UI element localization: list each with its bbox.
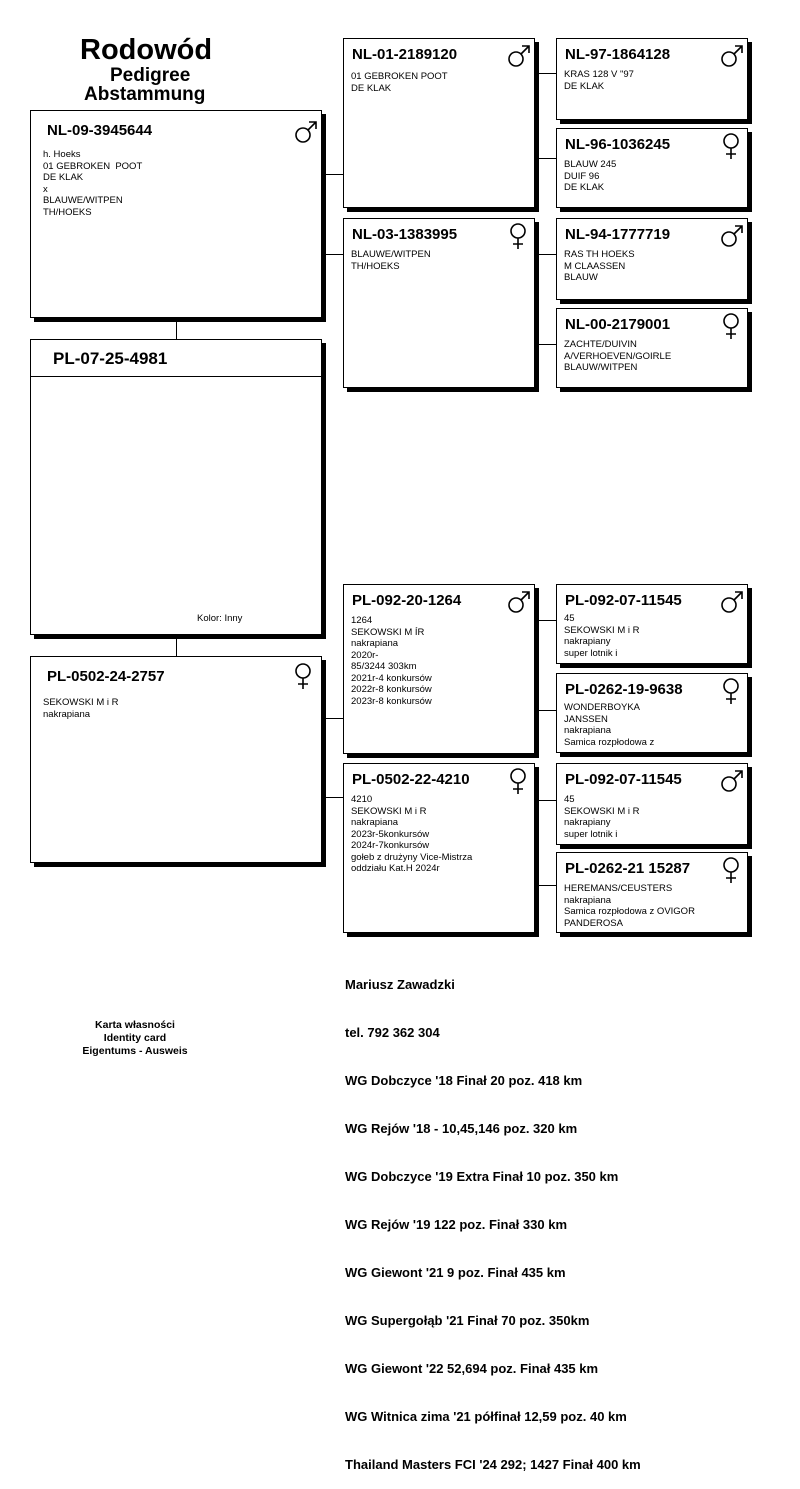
sire-dam-card [343,218,535,388]
connector [535,344,556,345]
male-symbol-icon [506,43,532,69]
great-grandparent-card [556,308,748,388]
connector [535,800,556,801]
great-grandparent-card [556,128,748,208]
divider [31,376,321,377]
connector [535,620,556,621]
sire-ring-number: NL-09-3945644 [47,122,153,139]
connector [176,635,177,657]
sire-sire-card [343,38,535,208]
sire-dam-ring-number: NL-03-1383995 [352,226,458,243]
great-grandparent-card [556,218,748,300]
connector [535,158,556,159]
pedigree-subtitle-en: Pedigree [110,65,191,86]
sire-sire-details: 01 GEBROKEN POOT DE KLAK [351,71,448,94]
female-symbol-icon [293,661,313,691]
ggp-details: BLAUW 245 DUIF 96 DE KLAK [564,159,617,193]
owner-name: Mariusz Zawadzki [345,977,455,992]
ggp-ring-number: PL-092-07-11545 [565,592,682,609]
ggp-ring-number: PL-0262-21 15287 [565,860,691,877]
sire-dam-details: BLAUWE/WITPEN TH/HOEKS [351,249,431,272]
connector [535,710,556,711]
sire-details: h. Hoeks 01 GEBROKEN POOT DE KLAK x BLAUWE/WITPEN TH/HOEKS [43,149,143,218]
ggp-details: KRAS 128 V "97 DE KLAK [564,69,634,92]
ggp-details: RAS TH HOEKS M CLAASSEN BLAUW [564,249,635,283]
achievement-line: WG Rejów '18 - 10,45,146 poz. 320 km [345,1121,578,1136]
dam-dam-ring-number: PL-0502-22-4210 [352,771,470,788]
female-symbol-icon [721,311,741,341]
female-symbol-icon [721,131,741,161]
main-bird-card [30,339,322,635]
ggp-ring-number: NL-97-1864128 [565,46,671,63]
achievement-line: WG Supergołąb '21 Finał 70 poz. 350km [345,1313,590,1328]
achievement-line: WG Dobczyce '18 Finał 20 poz. 418 km [345,1073,583,1088]
male-symbol-icon [719,43,745,69]
connector [322,718,343,719]
female-symbol-icon [721,855,741,885]
male-symbol-icon [506,589,532,615]
ggp-ring-number: NL-94-1777719 [565,226,671,243]
female-symbol-icon [508,766,528,796]
connector [535,254,556,255]
connector [322,174,343,175]
ggp-ring-number: PL-0262-19-9638 [565,681,683,698]
dam-ring-number: PL-0502-24-2757 [47,668,165,685]
dam-dam-card [343,763,535,933]
identity-card-caption [55,1019,215,1058]
achievement-line: Thailand Masters FCI '24 292; 1427 Finał 400 km [345,1457,641,1472]
connector [322,797,343,798]
ggp-details: 45 SEKOWSKI M i R nakrapiany super lotnik i [564,613,640,659]
connector [535,73,556,74]
ggp-ring-number: NL-96-1036245 [565,136,671,153]
dam-details: SEKOWSKI M i R nakrapiana [43,697,119,720]
ggp-details: WONDERBOYKA JANSSEN nakrapiana Samica rozpłodowa z [564,702,655,748]
sire-card [30,110,322,318]
dam-sire-details: 1264 SEKOWSKI M ÍR nakrapiana 2020r- 85/3244 303km 2021r-4 konkursów 2022r-8 konkursów 2023r-8 konkursów [351,615,432,707]
great-grandparent-card [556,852,748,933]
achievement-line: WG Giewont '21 9 poz. Finał 435 km [345,1265,566,1280]
dam-dam-details: 4210 SEKOWSKI M i R nakrapiana 2023r-5konkursów 2024r-7konkursów gołeb z drużyny Vice-Mistrza oddziału Kat.H 2024r [351,794,473,874]
ggp-details: 45 SEKOWSKI M i R nakrapiany super lotnik i [564,794,640,840]
main-bird-color: Kolor: Inny [197,613,243,624]
great-grandparent-card [556,673,748,753]
identity-card-label: Eigentums - Ausweis [82,1045,188,1057]
female-symbol-icon [721,676,741,706]
owner-block [345,945,641,1489]
owner-phone: tel. 792 362 304 [345,1025,440,1040]
ggp-details: HEREMANS/CEUSTERS nakrapiana Samica rozpłodowa z OVIGOR PANDEROSA [564,883,695,929]
ggp-details: ZACHTE/DUIVIN A/VERHOEVEN/GOIRLE BLAUW/WITPEN [564,339,672,373]
dam-sire-card [343,584,535,754]
male-symbol-icon [293,119,319,145]
female-symbol-icon [508,221,528,251]
main-bird-ring-number: PL-07-25-4981 [53,349,168,368]
connector [535,885,556,886]
male-symbol-icon [719,589,745,615]
dam-sire-ring-number: PL-092-20-1264 [352,592,462,609]
great-grandparent-card [556,584,748,664]
identity-card-label: Identity card [103,1032,167,1044]
identity-card-label: Karta własności [95,1019,175,1031]
achievement-line: WG Dobczyce '19 Extra Finał 10 poz. 350 km [345,1169,619,1184]
achievement-line: WG Rejów '19 122 poz. Finał 330 km [345,1217,567,1232]
pedigree-subtitle-de: Abstammung [84,84,206,105]
sire-sire-ring-number: NL-01-2189120 [352,46,458,63]
great-grandparent-card [556,38,748,120]
male-symbol-icon [719,223,745,249]
dam-card [30,656,322,863]
connector [322,254,343,255]
great-grandparent-card [556,763,748,845]
achievement-line: WG Witnica zima '21 półfinał 12,59 poz. 40 km [345,1409,627,1424]
ggp-ring-number: NL-00-2179001 [565,316,671,333]
connector [176,318,177,340]
male-symbol-icon [719,768,745,794]
achievement-line: WG Giewont '22 52,694 poz. Finał 435 km [345,1361,599,1376]
pedigree-title: Rodowód [80,34,213,66]
ggp-ring-number: PL-092-07-11545 [565,771,682,788]
